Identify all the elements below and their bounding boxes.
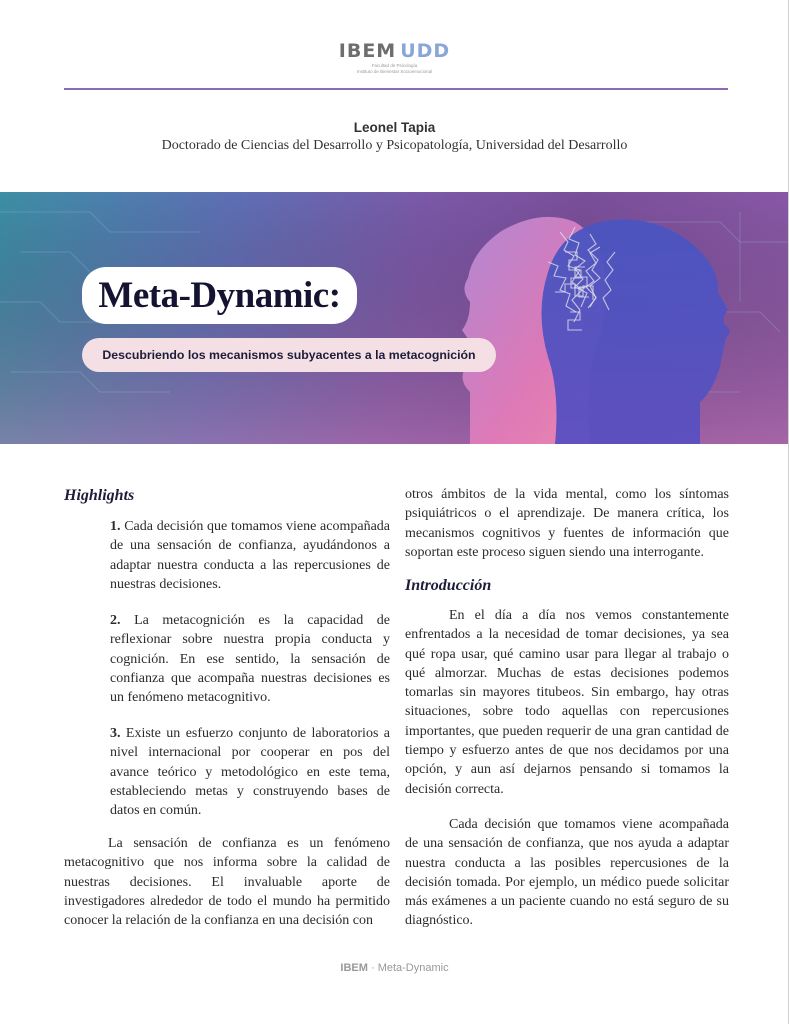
highlight-text: Cada decisión que tomamos viene acompañada de una sensación de confianza, ayudándonos a adaptar nuestra conducta a las repercusiones de nuestras decisiones. bbox=[110, 519, 391, 592]
paragraph-text: La sensación de confianza es un fenómeno metacognitivo que nos informa sobre la calidad de nuestras decisiones. El invaluable aporte de investigadores alrededor de todo el mundo ha permitido conocer la relación de la confianza en una decisión con bbox=[64, 836, 390, 929]
paragraph-text: Cada decisión que tomamos viene acompañada de una sensación de confianza, que nos ayuda a adaptar nuestra conducta a las posibles repercusiones de la decisión tomada. Por ejemplo, un médico puede solicitar más exámenes a un paciente cuando no está seguro de su diagnóstico. bbox=[405, 817, 729, 929]
footer-separator: · bbox=[370, 962, 375, 974]
subtitle-pill bbox=[82, 338, 496, 372]
page-title: Meta-Dynamic: bbox=[98, 275, 341, 316]
highlight-text: La metacognición es la capacidad de reflexionar sobre nuestra propia conducta y cognición. En ese sentido, la sensación de confianza que acompaña nuestras decisiones es un fenómeno metacognitivo. bbox=[110, 613, 390, 706]
introduction-paragraph-2 bbox=[405, 815, 729, 931]
logo-udd: UDD bbox=[400, 40, 451, 62]
author-name: Leonel Tapia bbox=[353, 120, 436, 135]
logo-ibem: IBEM bbox=[338, 40, 397, 62]
highlight-item bbox=[110, 517, 390, 594]
introduction-heading: Introducción bbox=[405, 577, 492, 594]
introduction-section bbox=[405, 576, 729, 596]
page-subtitle: Descubriendo los mecanismos subyacentes a la metacognición bbox=[102, 348, 476, 362]
paragraph-text: otros ámbitos de la vida mental, como los síntomas psiquiátricos o el aprendizaje. De manera crítica, los mecanismos cognitivos y fuentes de información que soportan este proceso siguen siendo una interrogante. bbox=[405, 487, 729, 560]
highlight-number: 3. bbox=[110, 726, 121, 741]
logo-subtitle-2: Instituto de Bienestar Socioemocional bbox=[356, 69, 433, 74]
highlight-number: 1. bbox=[110, 519, 121, 534]
left-column bbox=[64, 486, 390, 506]
left-body-paragraph bbox=[64, 834, 390, 930]
paragraph-text: En el día a día nos vemos constantemente enfrentados a la necesidad de tomar decisiones, ya sea qué ropa usar, qué camino usar para llegar al trabajo o qué almorzar. Muchas de estas decisiones podemos tomarlas sin mayores titubeos. Sin embargo, hay otras situaciones, sobre todo aquellas con repercusiones importantes, que pueden requerir de una gran cantidad de tiempo y esfuerzo antes de que nos decidamos por una opción, y aun así dejarnos pensando si tomamos la decisión correcta. bbox=[405, 608, 729, 797]
highlight-text: Existe un esfuerzo conjunto de laboratorios a nivel internacional por cooperar en pos del avance teórico y metodológico en este tema, estableciendo metas y construyendo bases de datos en común. bbox=[110, 726, 391, 819]
author-affiliation: Doctorado de Ciencias del Desarrollo y Psicopatología, Universidad del Desarrollo bbox=[161, 138, 628, 153]
logo bbox=[0, 40, 789, 74]
title-pill bbox=[82, 267, 357, 324]
header-divider bbox=[64, 88, 728, 90]
highlight-number: 2. bbox=[110, 613, 121, 628]
highlights-heading: Highlights bbox=[64, 487, 135, 504]
logo-subtitle-1: Facultad de Psicología bbox=[371, 63, 418, 68]
footer-brand: IBEM bbox=[340, 962, 368, 974]
introduction-paragraph-1 bbox=[405, 606, 729, 799]
highlight-item bbox=[110, 724, 390, 820]
page-footer bbox=[0, 962, 789, 974]
right-continuation bbox=[405, 485, 729, 562]
footer-title: Meta-Dynamic bbox=[377, 962, 449, 974]
highlight-item bbox=[110, 611, 390, 707]
